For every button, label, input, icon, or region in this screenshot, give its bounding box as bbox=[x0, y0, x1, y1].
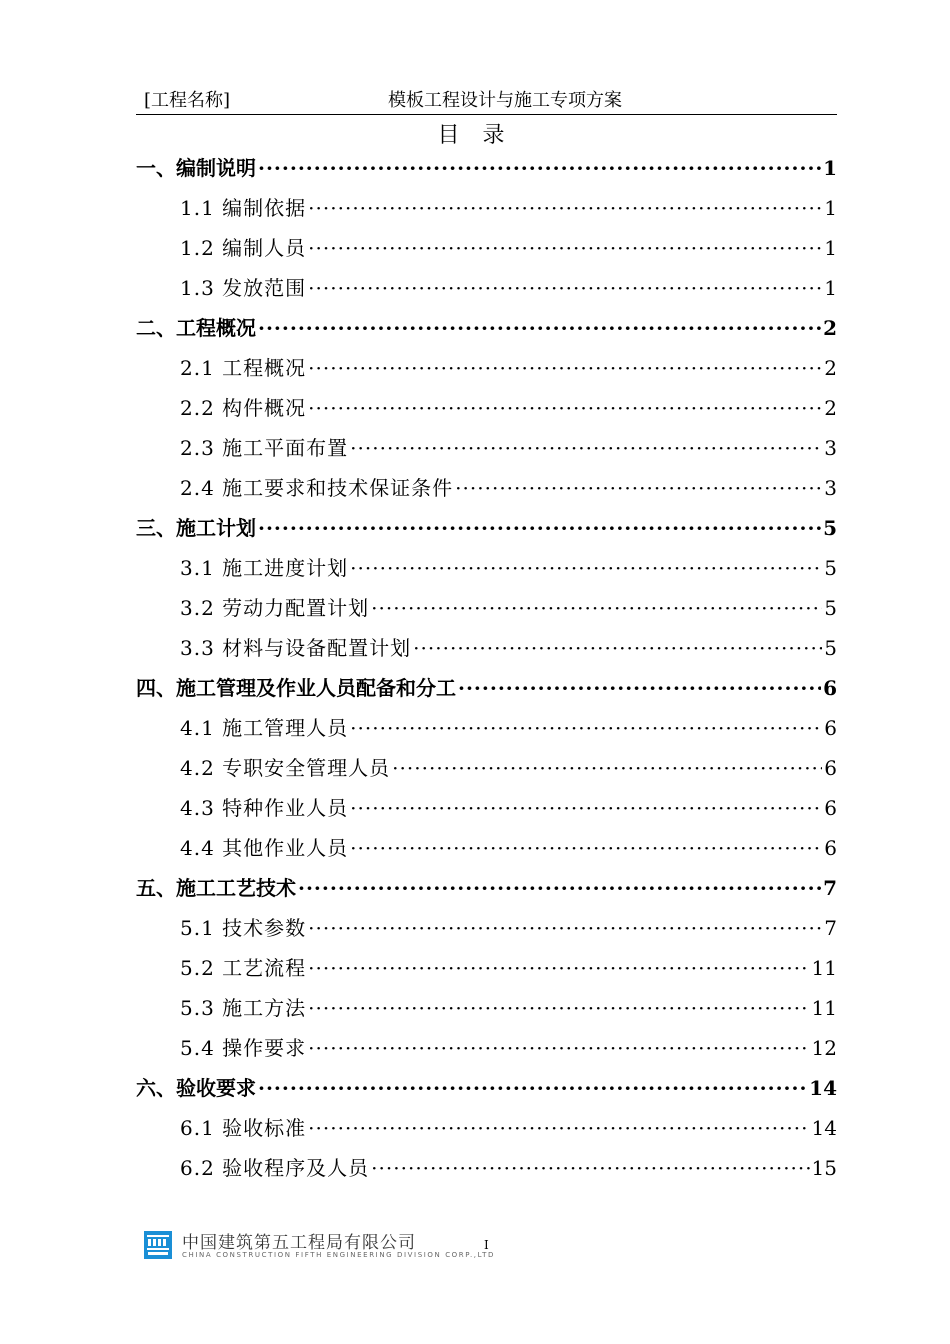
toc-dot-leader bbox=[350, 556, 822, 580]
toc-dot-leader bbox=[308, 196, 822, 220]
toc-subsection-entry[interactable] bbox=[136, 786, 837, 826]
toc-entry-label: 三、施工计划 bbox=[136, 516, 256, 540]
toc-entry-page: 6 bbox=[824, 756, 837, 780]
page-number: I bbox=[484, 1238, 489, 1252]
toc-entry-page: 12 bbox=[811, 1036, 837, 1060]
toc-entry-page: 15 bbox=[811, 1156, 837, 1180]
toc-subsection-entry[interactable] bbox=[136, 386, 837, 426]
toc-subsection-entry[interactable] bbox=[136, 706, 837, 746]
toc-subsection-entry[interactable] bbox=[136, 346, 837, 386]
toc-subsection-entry[interactable] bbox=[136, 1106, 837, 1146]
toc-entry-page: 1 bbox=[823, 156, 837, 180]
toc-title: 目 录 bbox=[437, 123, 513, 148]
toc-entry-label: 3.1 施工进度计划 bbox=[180, 556, 349, 580]
toc-entry-page: 5 bbox=[824, 636, 837, 660]
toc-entry-label: 1.3 发放范围 bbox=[180, 276, 307, 300]
toc-subsection-entry[interactable] bbox=[136, 546, 837, 586]
toc-dot-leader bbox=[308, 396, 822, 420]
toc-entry-page: 11 bbox=[811, 996, 837, 1020]
toc-subsection-entry[interactable] bbox=[136, 826, 837, 866]
toc-dot-leader bbox=[258, 316, 821, 340]
toc-entry-label: 1.2 编制人员 bbox=[180, 236, 307, 260]
toc-entry-page: 5 bbox=[824, 556, 837, 580]
toc-entry-label: 2.2 构件概况 bbox=[180, 396, 307, 420]
toc-entry-page: 2 bbox=[824, 396, 837, 420]
cscec-logo-icon bbox=[144, 1231, 172, 1259]
toc-entry-page: 3 bbox=[824, 476, 837, 500]
toc-subsection-entry[interactable] bbox=[136, 226, 837, 266]
toc-entry-label: 5.1 技术参数 bbox=[180, 916, 307, 940]
toc-dot-leader bbox=[350, 716, 822, 740]
toc-entry-page: 14 bbox=[809, 1076, 837, 1100]
toc-dot-leader bbox=[258, 1076, 807, 1100]
document-title: 模板工程设计与施工专项方案 bbox=[388, 90, 622, 111]
toc-entry-label: 二、工程概况 bbox=[136, 316, 256, 340]
toc-dot-leader bbox=[371, 1156, 809, 1180]
toc-entry-page: 6 bbox=[823, 676, 837, 700]
toc-dot-leader bbox=[298, 876, 821, 900]
toc-entry-label: 5.4 操作要求 bbox=[180, 1036, 307, 1060]
toc-entry-label: 2.4 施工要求和技术保证条件 bbox=[180, 476, 454, 500]
toc-entry-page: 6 bbox=[824, 836, 837, 860]
toc-entry-page: 1 bbox=[824, 236, 837, 260]
toc-dot-leader bbox=[413, 636, 822, 660]
toc-subsection-entry[interactable] bbox=[136, 626, 837, 666]
toc-entry-page: 7 bbox=[824, 916, 837, 940]
toc-entry-page: 1 bbox=[824, 196, 837, 220]
toc-entry-page: 11 bbox=[811, 956, 837, 980]
toc-entry-page: 7 bbox=[823, 876, 837, 900]
toc-entry-label: 2.1 工程概况 bbox=[180, 356, 307, 380]
toc-dot-leader bbox=[308, 996, 809, 1020]
toc-entry-label: 1.1 编制依据 bbox=[180, 196, 307, 220]
toc-section-entry[interactable] bbox=[136, 146, 837, 186]
toc-dot-leader bbox=[455, 476, 822, 500]
toc-subsection-entry[interactable] bbox=[136, 426, 837, 466]
toc-entry-page: 1 bbox=[824, 276, 837, 300]
toc-entry-page: 5 bbox=[823, 516, 837, 540]
toc-section-entry[interactable] bbox=[136, 1066, 837, 1106]
toc-dot-leader bbox=[258, 156, 821, 180]
toc-dot-leader bbox=[350, 436, 822, 460]
toc-entry-label: 5.2 工艺流程 bbox=[180, 956, 307, 980]
toc-subsection-entry[interactable] bbox=[136, 186, 837, 226]
toc-entry-label: 2.3 施工平面布置 bbox=[180, 436, 349, 460]
page-header bbox=[136, 84, 837, 115]
toc-entry-label: 5.3 施工方法 bbox=[180, 996, 307, 1020]
toc-dot-leader bbox=[308, 1036, 809, 1060]
toc-dot-leader bbox=[308, 356, 822, 380]
toc-entry-label: 4.3 特种作业人员 bbox=[180, 796, 349, 820]
toc-dot-leader bbox=[308, 276, 822, 300]
toc-dot-leader bbox=[458, 676, 821, 700]
table-of-contents bbox=[136, 146, 837, 1186]
toc-entry-label: 3.2 劳动力配置计划 bbox=[180, 596, 370, 620]
toc-subsection-entry[interactable] bbox=[136, 586, 837, 626]
toc-dot-leader bbox=[308, 956, 809, 980]
toc-entry-label: 4.1 施工管理人员 bbox=[180, 716, 349, 740]
toc-entry-label: 4.2 专职安全管理人员 bbox=[180, 756, 391, 780]
toc-entry-page: 2 bbox=[823, 316, 837, 340]
toc-dot-leader bbox=[258, 516, 821, 540]
company-name-en: CHINA CONSTRUCTION FIFTH ENGINEERING DIVISION CORP.,LTD bbox=[182, 1251, 496, 1259]
toc-subsection-entry[interactable] bbox=[136, 466, 837, 506]
toc-entry-label: 一、编制说明 bbox=[136, 156, 256, 180]
toc-entry-page: 3 bbox=[824, 436, 837, 460]
toc-dot-leader bbox=[308, 236, 822, 260]
toc-section-entry[interactable] bbox=[136, 666, 837, 706]
toc-entry-label: 6.1 验收标准 bbox=[180, 1116, 307, 1140]
toc-subsection-entry[interactable] bbox=[136, 1026, 837, 1066]
toc-entry-label: 四、施工管理及作业人员配备和分工 bbox=[136, 676, 456, 700]
toc-dot-leader bbox=[392, 756, 822, 780]
toc-dot-leader bbox=[308, 1116, 809, 1140]
toc-entry-page: 2 bbox=[824, 356, 837, 380]
toc-entry-page: 14 bbox=[811, 1116, 837, 1140]
toc-entry-label: 6.2 验收程序及人员 bbox=[180, 1156, 370, 1180]
toc-dot-leader bbox=[350, 796, 822, 820]
toc-subsection-entry[interactable] bbox=[136, 946, 837, 986]
toc-subsection-entry[interactable] bbox=[136, 986, 837, 1026]
toc-section-entry[interactable] bbox=[136, 306, 837, 346]
toc-entry-page: 6 bbox=[824, 716, 837, 740]
toc-entry-label: 六、验收要求 bbox=[136, 1076, 256, 1100]
toc-entry-label: 3.3 材料与设备配置计划 bbox=[180, 636, 412, 660]
toc-entry-label: 4.4 其他作业人员 bbox=[180, 836, 349, 860]
toc-dot-leader bbox=[371, 596, 822, 620]
toc-subsection-entry[interactable] bbox=[136, 746, 837, 786]
toc-subsection-entry[interactable] bbox=[136, 1146, 837, 1186]
toc-entry-page: 6 bbox=[824, 796, 837, 820]
toc-section-entry[interactable] bbox=[136, 506, 837, 546]
toc-section-entry[interactable] bbox=[136, 866, 837, 906]
company-name: 中国建筑第五工程局有限公司 bbox=[182, 1233, 416, 1253]
toc-subsection-entry[interactable] bbox=[136, 906, 837, 946]
project-name: [工程名称] bbox=[144, 90, 231, 111]
toc-subsection-entry[interactable] bbox=[136, 266, 837, 306]
toc-entry-page: 5 bbox=[824, 596, 837, 620]
toc-dot-leader bbox=[350, 836, 822, 860]
toc-entry-label: 五、施工工艺技术 bbox=[136, 876, 296, 900]
toc-dot-leader bbox=[308, 916, 822, 940]
